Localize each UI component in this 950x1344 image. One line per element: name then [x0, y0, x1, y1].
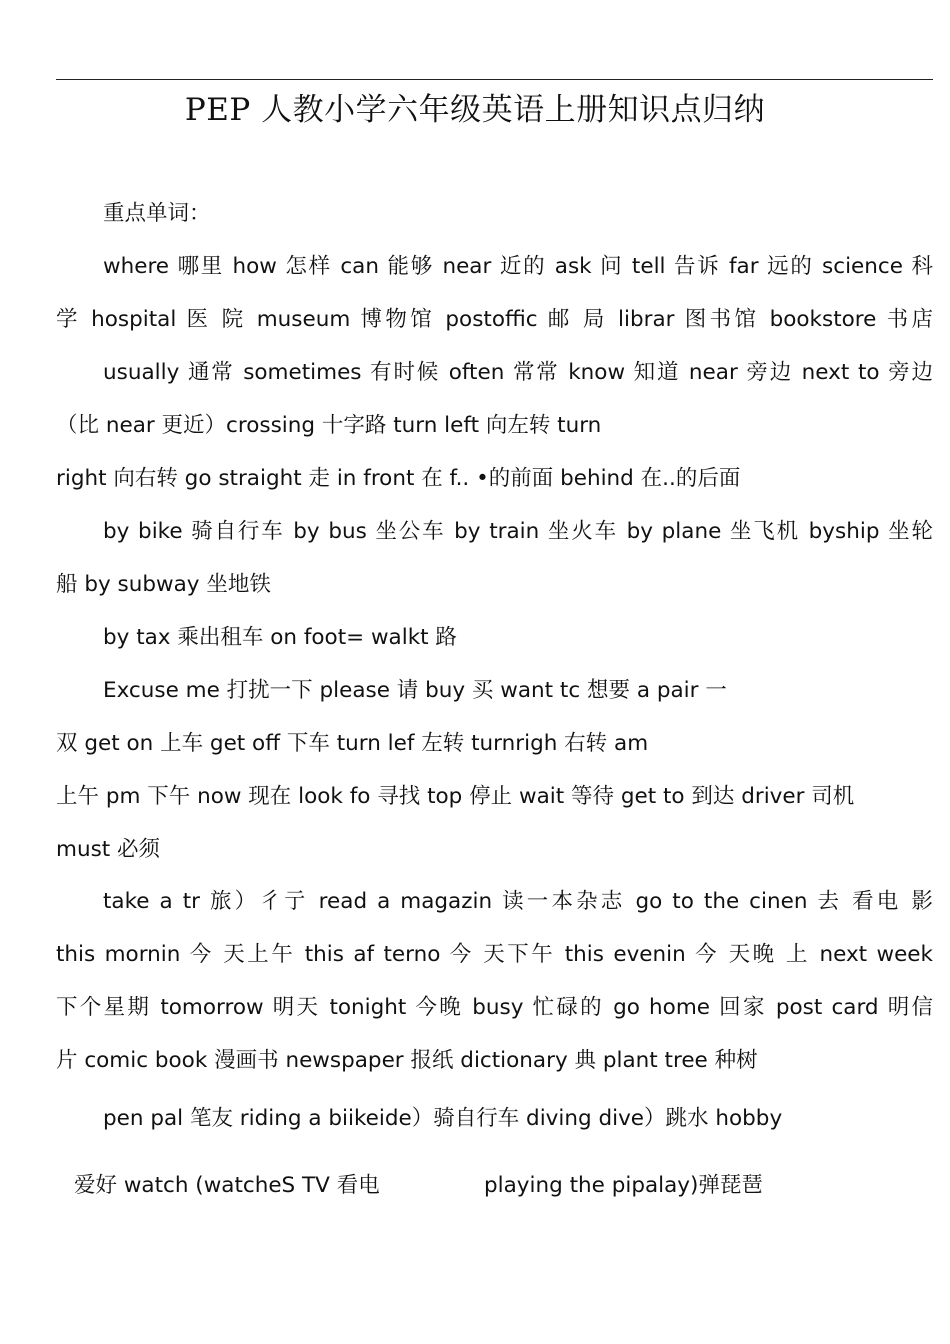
- text-line: 片 comic book 漫画书 newspaper 报纸 dictionary 典 plant tree 种树: [56, 1048, 758, 1073]
- text-line: where 哪里 how 怎样 can 能够 near 近的 ask 问 tell 告诉 far 远的 science 科: [103, 254, 933, 279]
- header-rule: [56, 79, 933, 80]
- text-line: this mornin 今 天上午 this af terno 今 天下午 this evenin 今 天晚 上 next week: [56, 942, 933, 967]
- text-line: 下个星期 tomorrow 明天 tonight 今晚 busy 忙碌的 go home 回家 post card 明信: [56, 995, 933, 1020]
- text-line: Excuse me 打扰一下 please 请 buy 买 want tc 想要 a pair 一: [103, 678, 727, 703]
- text-line: right 向右转 go straight 走 in front 在 f.. •的前面 behind 在..的后面: [56, 466, 741, 491]
- text-line: （比 near 更近）crossing 十字路 turn left 向左转 turn: [56, 413, 602, 438]
- text-line: by bike 骑自行车 by bus 坐公车 by train 坐火车 by plane 坐飞机 byship 坐轮: [103, 519, 933, 544]
- text-line: must 必须: [56, 837, 161, 862]
- text-line: by tax 乘出租车 on foot= walkt 路: [103, 625, 457, 650]
- text-line: 船 by subway 坐地铁: [56, 572, 271, 597]
- text-line: 学 hospital 医 院 museum 博物馆 postoffic 邮 局 librar 图书馆 bookstore 书店: [56, 307, 933, 332]
- text-line: 爱好 watch (watcheS TV 看电: [74, 1173, 380, 1198]
- text-line: playing the pipalay)弹琵琶: [484, 1173, 763, 1198]
- section-label: 重点单词：: [103, 201, 211, 226]
- text-line: pen pal 笔友 riding a biikeide）骑自行车 diving dive）跳水 hobby: [103, 1106, 783, 1131]
- page-title: PEP 人教小学六年级英语上册知识点归纳: [184, 92, 766, 128]
- text-line: take a tr 旅）彳亍 read a magazin 读一本杂志 go to the cinen 去 看电 影: [103, 889, 933, 914]
- text-line: 双 get on 上车 get off 下车 turn lef 左转 turnrigh 右转 am: [56, 731, 649, 756]
- text-line: usually 通常 sometimes 有时候 often 常常 know 知道 near 旁边 next to 旁边: [103, 360, 933, 385]
- text-line: 上午 pm 下午 now 现在 look fo 寻找 top 停止 wait 等待 get to 到达 driver 司机: [56, 784, 855, 809]
